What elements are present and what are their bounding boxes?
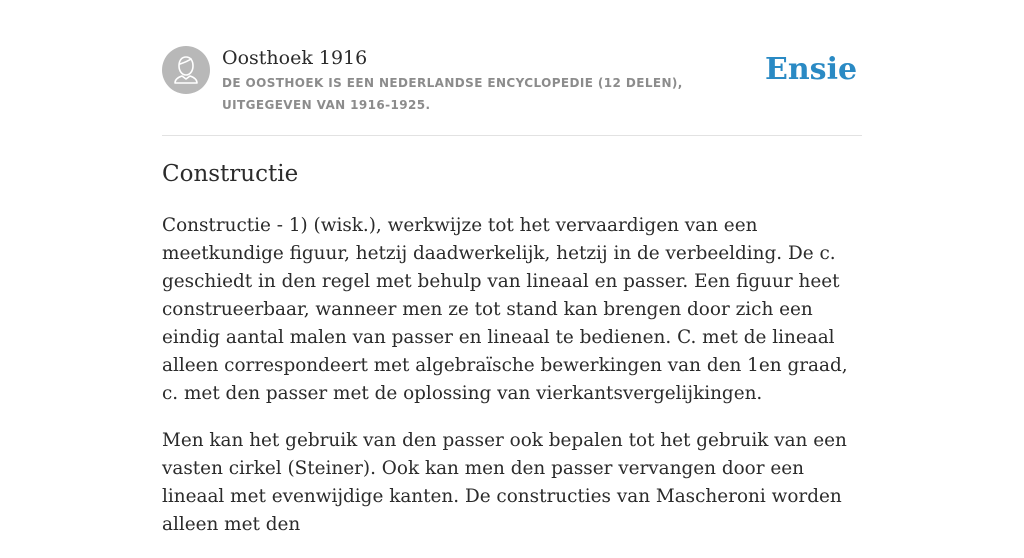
avatar[interactable] xyxy=(162,46,210,94)
user-icon xyxy=(162,46,210,94)
source-header xyxy=(162,46,862,136)
source-description: DE OOSTHOEK IS EEN NEDERLANDSE ENCYCLOPEDIE (12 DELEN), UITGEGEVEN VAN 1916-1925. xyxy=(222,76,683,112)
header-divider xyxy=(162,135,862,136)
article-title: Constructie xyxy=(162,161,299,187)
ensie-logo-link[interactable]: Ensie xyxy=(765,52,858,87)
article-body xyxy=(162,212,862,558)
article-paragraph: Constructie - 1) (wisk.), werkwijze tot het vervaardigen van een meetkundige figuur, hetzij daadwerkelijk, hetzij in de verbeelding. De c. geschiedt in den regel met behulp van lineaal en passer. Een figuur heet construeerbaar, wanneer men ze tot stand kan brengen door zich een eindig aantal malen van passer en lineaal te bedienen. C. met de lineaal alleen correspondeert met algebraïsche bewerkingen van den 1en graad, c. met den passer met de oplossing van vierkantsvergelijkingen. xyxy=(162,215,848,404)
source-title[interactable]: Oosthoek 1916 xyxy=(222,47,368,69)
article-paragraph: Men kan het gebruik van den passer ook bepalen tot het gebruik van een vasten cirkel (Steiner). Ook kan men den passer vervangen door een lineaal met evenwijdige kanten. De constructies van Mascheroni worden alleen met den xyxy=(162,430,847,535)
